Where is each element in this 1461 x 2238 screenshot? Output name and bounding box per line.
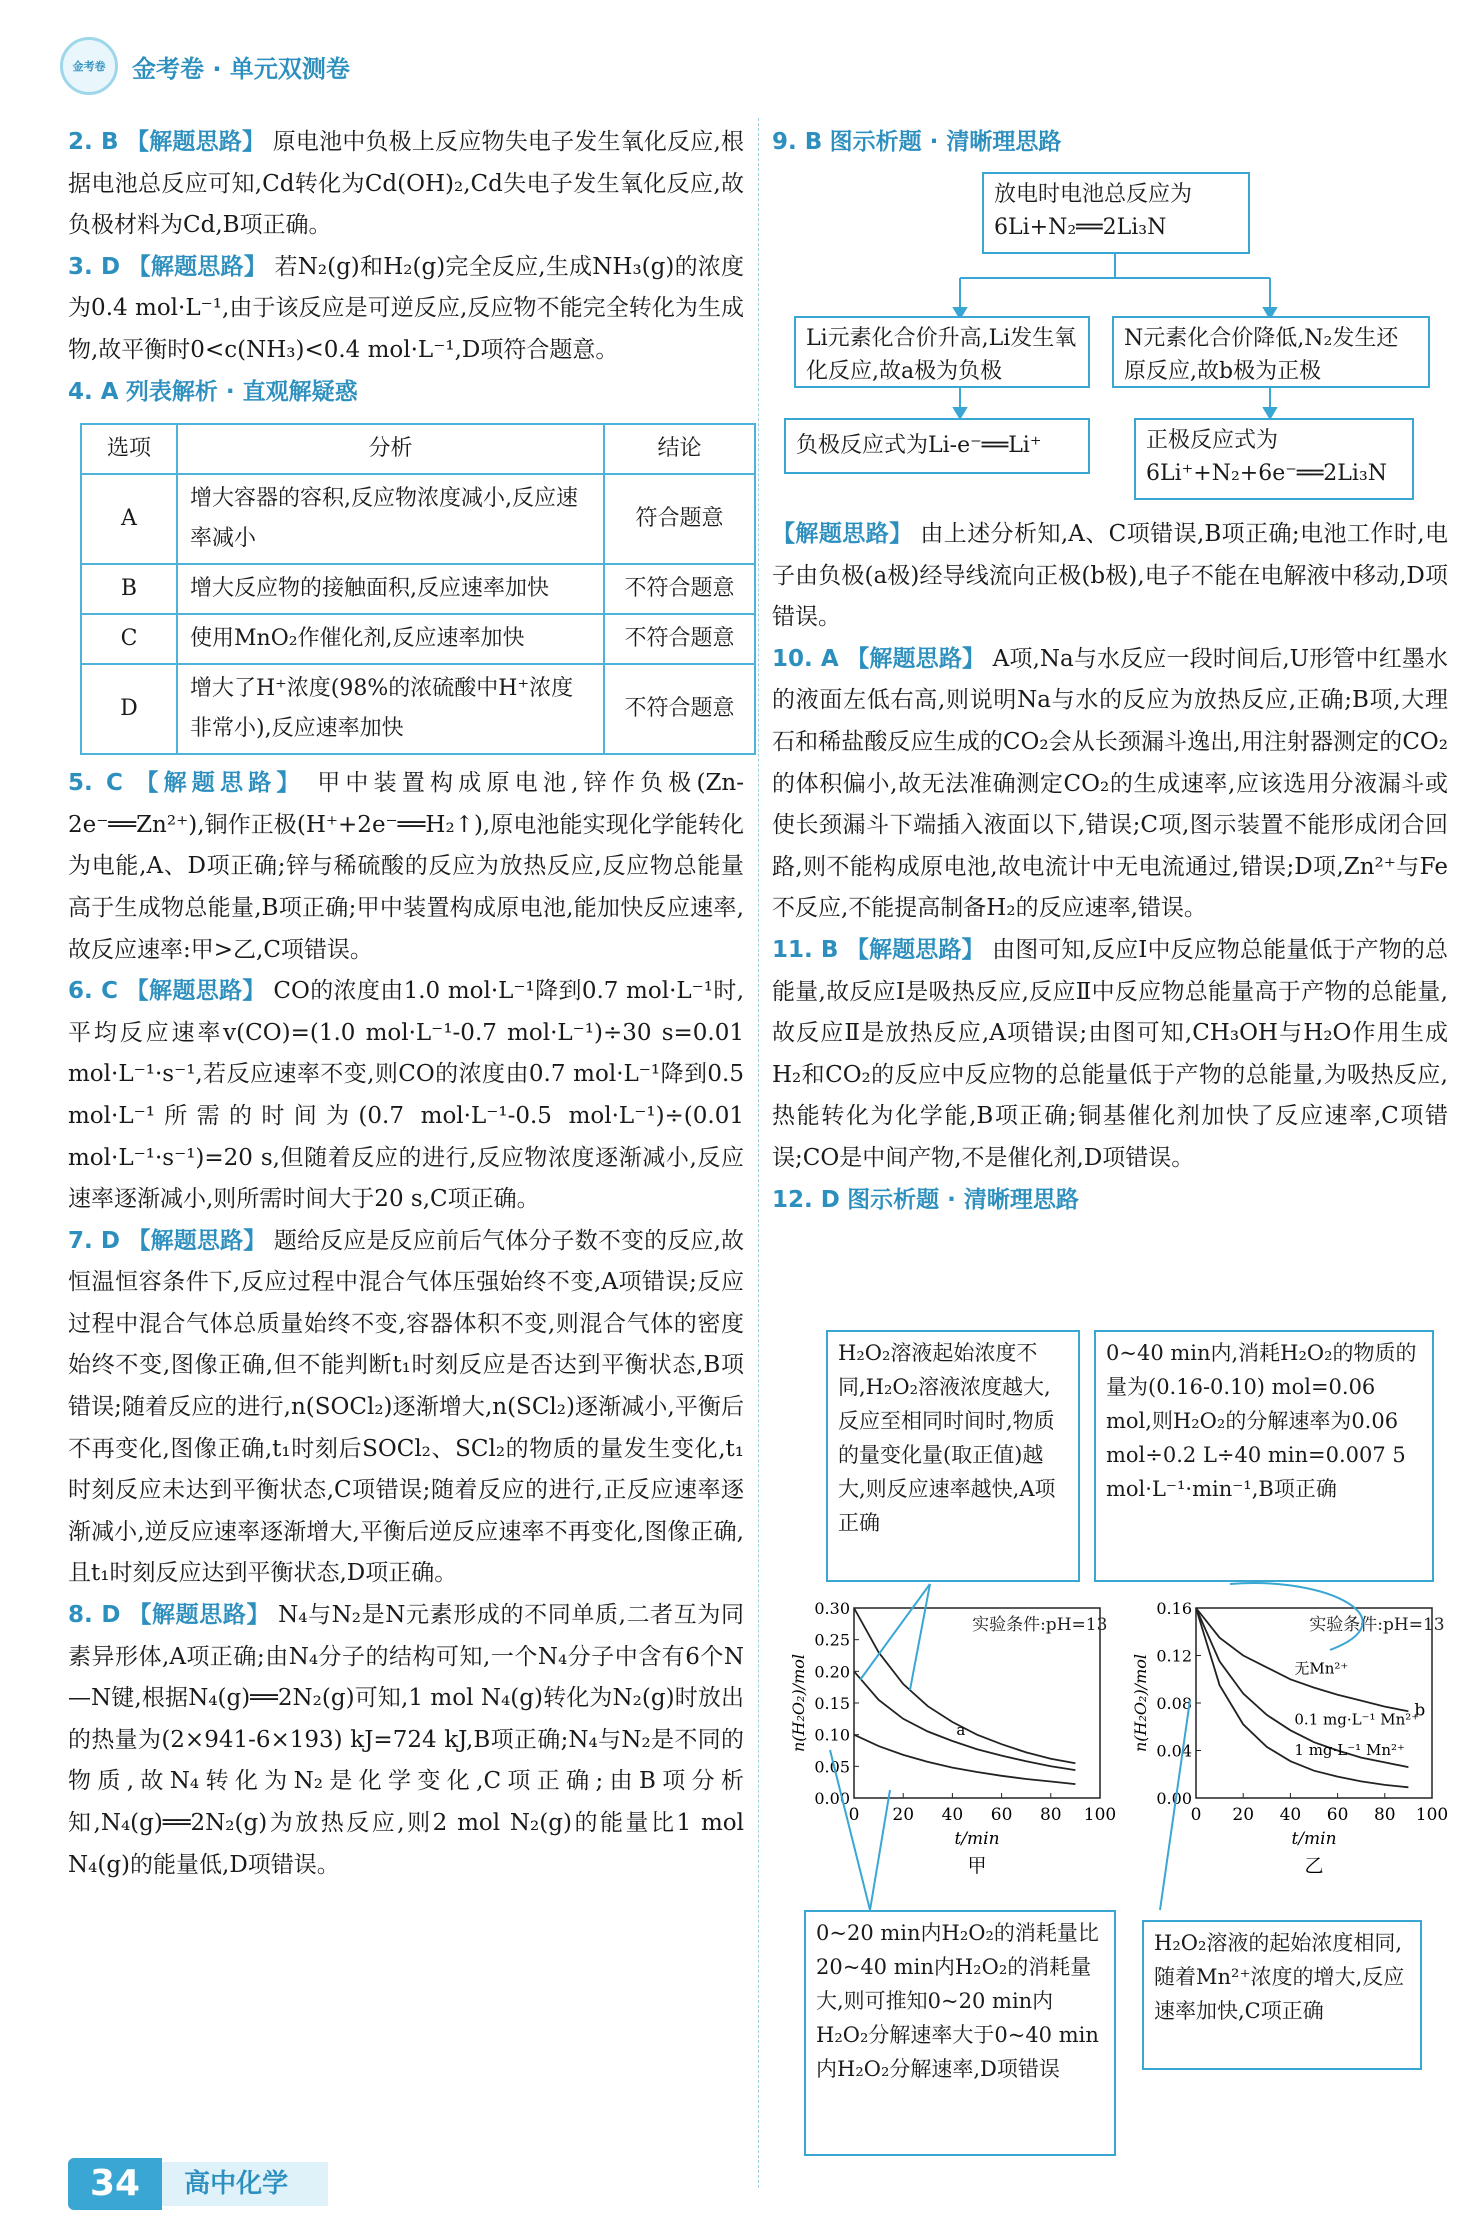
table-cell: C [81, 614, 177, 664]
table-cell: B [81, 564, 177, 614]
series-label: 无Mn²⁺ [1294, 1659, 1349, 1678]
answer-12: 12. D 图示析题 · 清晰理思路 [772, 1186, 1079, 1213]
chart-callout-arrows [770, 1580, 1450, 1920]
y-axis-label: n(H₂O₂)/mol [789, 1654, 808, 1752]
x-tick-label: 80 [1039, 1805, 1062, 1825]
chart-title: 实验条件:pH=13 [1309, 1615, 1445, 1635]
table-header-row [81, 424, 755, 474]
answer-4: 4. A 列表解析 · 直观解疑惑 [68, 378, 358, 405]
table-cell: 增大反应物的接触面积,反应速率加快 [177, 564, 604, 614]
flow-box-cathode: 正极反应式为6Li⁺+N₂+6e⁻══2Li₃N [1134, 418, 1414, 500]
series-label: 0.1 mg·L⁻¹ Mn²⁺ [1294, 1710, 1420, 1729]
table-header: 结论 [604, 424, 755, 474]
table-cell: A [81, 474, 177, 564]
page-number: 34 [68, 2158, 162, 2210]
table-row [81, 614, 755, 664]
flow-box-oxidation: Li元素化合价升高,Li发生氧化反应,故a极为负极 [794, 316, 1090, 388]
right-column-text [772, 514, 1448, 1221]
answer-11: 11. B 【解题思路】 由图可知,反应Ⅰ中反应物总能量低于产物的总能量,故反应Ⅰ是吸热反应,反应Ⅱ中反应物总能量高于产物的总能量,故反应Ⅱ是放热反应,A项错误;由图可知,CH₃OH与H₂O作用生成H₂和CO₂的反应中反应物的总能量低于产物的总能量,为吸热反应,热能转化为化学能,B项正确;铜基催化剂加快了反应速率,C项错误;CO是中间产物,不是催化剂,D项错误。 [772, 936, 1449, 1171]
y-axis-label: n(H₂O₂)/mol [1131, 1654, 1150, 1752]
x-axis-label: t/min [954, 1829, 1000, 1849]
chart-caption: 乙 [1304, 1855, 1324, 1877]
table-header: 选项 [81, 424, 177, 474]
left-column [68, 122, 744, 1886]
x-tick-label: 80 [1373, 1805, 1396, 1825]
y-tick-label: 0.05 [814, 1757, 850, 1777]
right-column [772, 122, 1448, 164]
chart-title: 实验条件:pH=13 [972, 1615, 1108, 1635]
answer-9-analysis: 【解题思路】 由上述分析知,A、C项错误,B项正确;电池工作时,电子由负极(a极)经导线流向正极(b极),电子不能在电解液中移动,D项错误。 [772, 521, 1449, 631]
column-divider [758, 118, 759, 2188]
y-tick-label: 0.16 [1156, 1599, 1192, 1618]
x-tick-label: 100 [1415, 1805, 1449, 1825]
table-cell: 不符合题意 [604, 664, 755, 754]
table-cell: 增大了H⁺浓度(98%的浓硫酸中H⁺浓度非常小),反应速率加快 [177, 664, 604, 754]
flow-box-reduction: N元素化合价降低,N₂发生还原反应,故b极为正极 [1112, 316, 1430, 388]
table-cell: D [81, 664, 177, 754]
y-tick-label: 0.15 [814, 1694, 850, 1713]
y-tick-label: 0.08 [1156, 1694, 1192, 1713]
callout-line [870, 1790, 890, 1910]
answer-10: 10. A 【解题思路】 A项,Na与水反应一段时间后,U形管中红墨水的液面左低右高,则说明Na与水的反应为放热反应,正确;B项,大理石和稀盐酸反应生成的CO₂会从长颈漏斗逸出,用注射器测定的CO₂的体积偏小,故无法准确测定CO₂的生成速率,应该选用分液漏斗或使长颈漏斗下端插入液面以下,错误;C项,图示装置不能形成闭合回路,则不能构成原电池,故电流计中无电流通过,错误;D项,Zn²⁺与Fe不反应,不能提高制备H₂的反应速率,错误。 [772, 645, 1449, 922]
brand-logo: 金考卷 [60, 37, 118, 95]
y-tick-label: 0.12 [1156, 1646, 1192, 1666]
answer-9: 9. B 图示析题 · 清晰理思路 [772, 129, 1062, 155]
arrow-head [954, 408, 966, 418]
page-footer [68, 2156, 328, 2212]
callout-line [860, 1584, 930, 1680]
note-box-c: H₂O₂溶液的起始浓度相同,随着Mn²⁺浓度的增大,反应速率加快,C项正确 [1142, 1920, 1422, 2070]
answer-8: 8. D 【解题思路】 N₄与N₂是N元素形成的不同单质,二者互为同素异形体,A项正确;由N₄分子的结构可知,一个N₄分子中含有6个N—N键,根据N₄(g)══2N₂(g)可知,1 mol N₄(g)转化为N₂(g)时放出的热量为(2×941-6×193) kJ=724 kJ,B项正确;N₄与N₂是不同的物质,故N₄转化为N₂是化学变化,C项正确;由B项分析知,N₄(g)══2N₂(g)为放热反应,则2 mol N₂(g)的能量比1 mol N₄(g)的能量低,D项错误。 [68, 1602, 745, 1878]
y-tick-label: 0.00 [1156, 1789, 1192, 1808]
analysis-table [80, 423, 756, 755]
answer-3: 3. D 【解题思路】 若N₂(g)和H₂(g)完全反应,生成NH₃(g)的浓度为0.4 mol·L⁻¹,由于该反应是可逆反应,反应物不能完全转化为生成物,故平衡时0<c(NH₃)<0.4 mol·L⁻¹,D项符合题意。 [68, 253, 745, 363]
flow-box-anode: 负极反应式为Li-e⁻══Li⁺ [784, 418, 1090, 474]
page-header [60, 38, 350, 94]
series-tag: b [1414, 1700, 1426, 1721]
y-tick-label: 0.10 [814, 1725, 850, 1745]
y-tick-label: 0.20 [814, 1662, 850, 1682]
table-cell: 增大容器的容积,反应物浓度减小,反应速率减小 [177, 474, 604, 564]
table-header: 分析 [177, 424, 604, 474]
x-tick-label: 60 [990, 1805, 1013, 1825]
callout-line [910, 1584, 930, 1690]
table-row [81, 564, 755, 614]
table-cell: 符合题意 [604, 474, 755, 564]
arrow-head [1264, 408, 1276, 418]
brand-title: 金考卷 · 单元双测卷 [132, 54, 350, 83]
note-box-a: H₂O₂溶液起始浓度不同,H₂O₂溶液浓度越大,反应至相同时间时,物质的量变化量(取正值)越大,则反应速率越快,A项正确 [826, 1330, 1080, 1582]
x-tick-label: 60 [1326, 1805, 1349, 1825]
series-label: a [956, 1721, 966, 1739]
answer-5: 5. C 【解题思路】 甲中装置构成原电池,锌作负极(Zn-2e⁻══Zn²⁺),铜作正极(H⁺+2e⁻══H₂↑),原电池能实现化学能转化为电能,A、D项正确;锌与稀硫酸的反应为放热反应,反应物总能量高于生成物总能量,B项正确;甲中装置构成原电池,能加快反应速率,故反应速率:甲>乙,C项错误。 [68, 770, 745, 963]
answer-2: 2. B 【解题思路】 原电池中负极上反应物失电子发生氧化反应,根据电池总反应可知,Cd转化为Cd(OH)₂,Cd失电子发生氧化反应,故负极材料为Cd,B项正确。 [68, 129, 745, 239]
y-tick-label: 0.00 [814, 1789, 850, 1808]
table-cell: 使用MnO₂作催化剂,反应速率加快 [177, 614, 604, 664]
y-tick-label: 0.25 [814, 1630, 850, 1650]
note-box-b: 0~40 min内,消耗H₂O₂的物质的量为(0.16-0.10) mol=0.06 mol,则H₂O₂的分解速率为0.06 mol÷0.2 L÷40 min=0.007 5 mol·L⁻¹·min⁻¹,B项正确 [1094, 1330, 1434, 1582]
table-row [81, 664, 755, 754]
x-tick-label: 20 [892, 1805, 915, 1825]
x-axis-label: t/min [1291, 1829, 1337, 1849]
flow-box-reaction: 放电时电池总反应为6Li+N₂══2Li₃N [982, 172, 1250, 254]
callout-line [1230, 1583, 1363, 1650]
series-label: 1 mg·L⁻¹ Mn²⁺ [1294, 1741, 1405, 1760]
x-tick-label: 20 [1232, 1805, 1255, 1825]
x-tick-label: 0 [1190, 1805, 1202, 1825]
subject-label: 高中化学 [162, 2162, 328, 2206]
answer-7: 7. D 【解题思路】 题给反应是反应前后气体分子数不变的反应,故恒温恒容条件下,反应过程中混合气体压强始终不变,A项错误;反应过程中混合气体总质量始终不变,容器体积不变,则混合气体的密度始终不变,图像正确,但不能判断t₁时刻反应是否达到平衡状态,B项错误;随着反应的进行,n(SOCl₂)逐渐增大,n(SCl₂)逐渐减小,平衡后不再变化,图像正确,t₁时刻后SOCl₂、SCl₂的物质的量发生变化,t₁时刻反应未达到平衡状态,C项错误;随着反应的进行,正反应速率逐渐减小,逆反应速率逐渐增大,平衡后逆反应速率不再变化,图像正确,且t₁时刻反应达到平衡状态,D项正确。 [68, 1227, 745, 1587]
table-row [81, 474, 755, 564]
note-box-d: 0~20 min内H₂O₂的消耗量比20~40 min内H₂O₂的消耗量大,则可推知0~20 min内H₂O₂分解速率大于0~40 min内H₂O₂分解速率,D项错误 [804, 1910, 1116, 2156]
y-tick-label: 0.30 [814, 1599, 850, 1618]
callout-line [830, 1750, 870, 1910]
x-tick-label: 40 [941, 1805, 964, 1825]
answer-6: 6. C 【解题思路】 CO的浓度由1.0 mol·L⁻¹降到0.7 mol·L⁻¹时,平均反应速率v(CO)=(1.0 mol·L⁻¹-0.7 mol·L⁻¹)÷30 s=0.01 mol·L⁻¹·s⁻¹,若反应速率不变,则CO的浓度由0.7 mol·L⁻¹降到0.5 mol·L⁻¹所需的时间为(0.7 mol·L⁻¹-0.5 mol·L⁻¹)÷(0.01 mol·L⁻¹·s⁻¹)=20 s,但随着反应的进行,反应物浓度逐渐减小,反应速率逐渐减小,则所需时间大于20 s,C项正确。 [68, 978, 745, 1213]
table-cell: 不符合题意 [604, 564, 755, 614]
callout-line [1160, 1700, 1190, 1910]
x-tick-label: 40 [1279, 1805, 1302, 1825]
chart-caption: 甲 [967, 1855, 987, 1877]
table-cell: 不符合题意 [604, 614, 755, 664]
y-tick-label: 0.04 [1156, 1741, 1192, 1761]
x-tick-label: 0 [848, 1805, 860, 1825]
x-tick-label: 100 [1083, 1805, 1117, 1825]
